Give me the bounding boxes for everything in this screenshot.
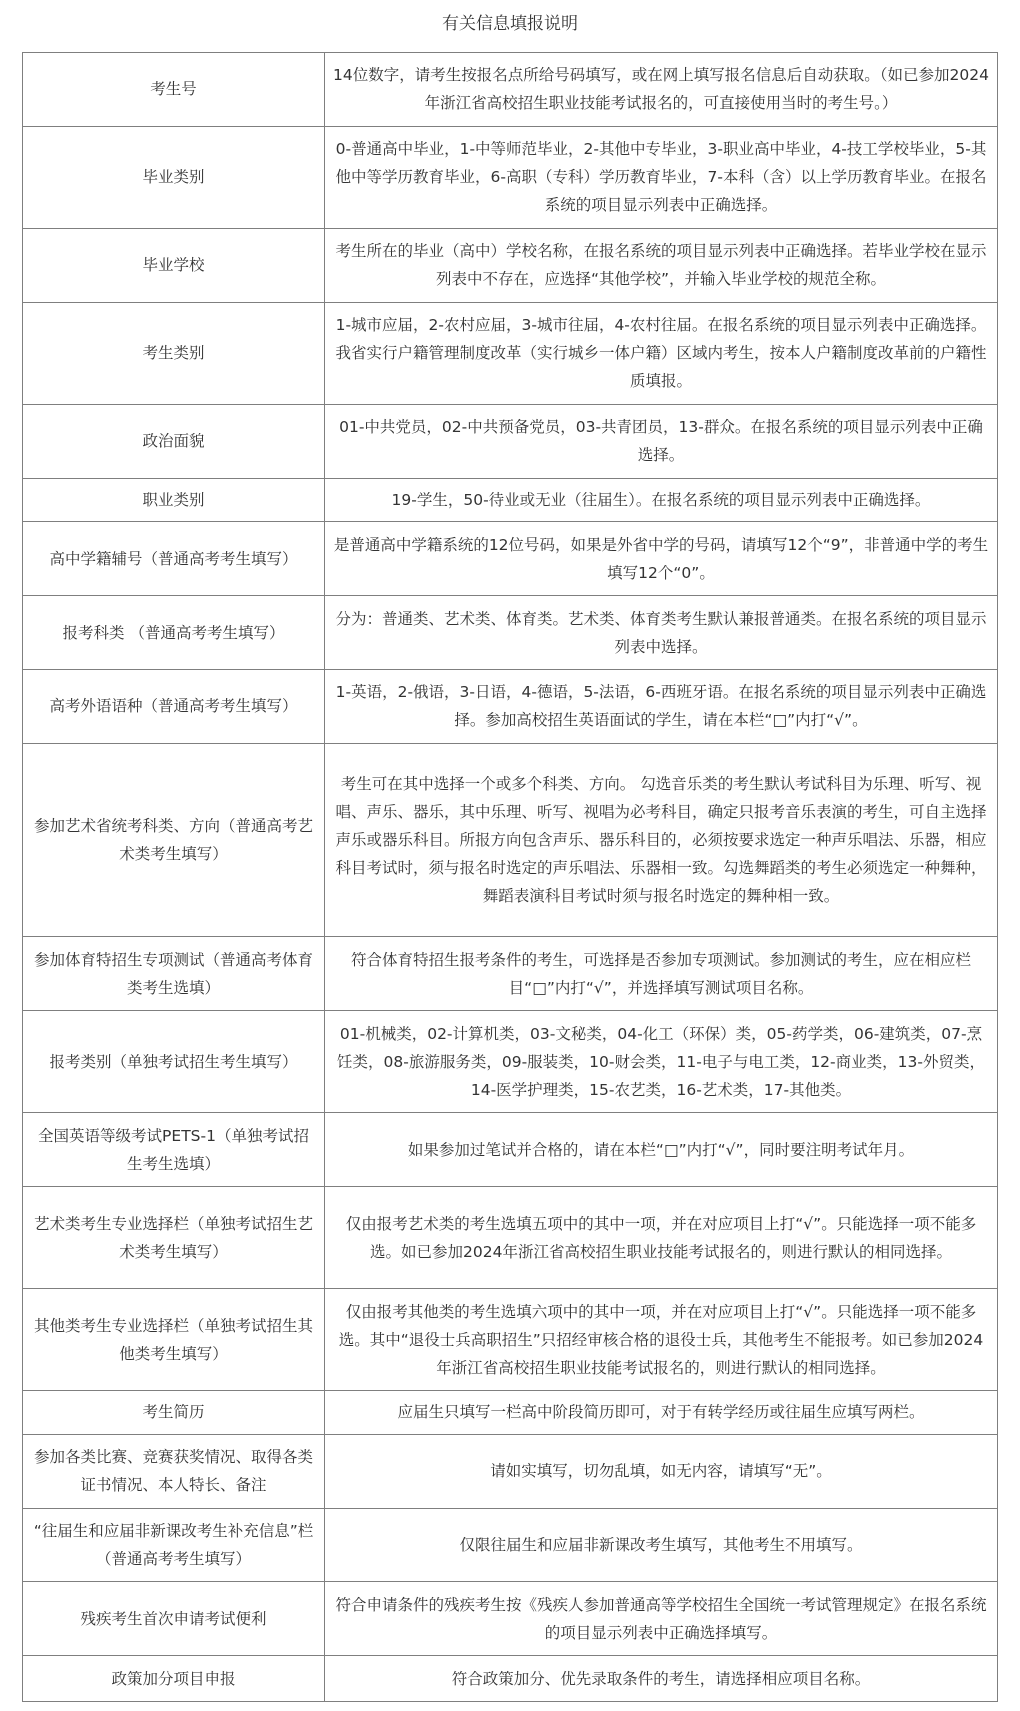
- field-name-cell: 毕业类别: [23, 126, 325, 228]
- field-description-cell: 如果参加过笔试并合格的，请在本栏“□”内打“√”，同时要注明考试年月。: [325, 1113, 998, 1187]
- field-name-cell: 考生简历: [23, 1391, 325, 1434]
- field-name-cell: 高中学籍辅号（普通高考考生填写）: [23, 522, 325, 596]
- table-row: [23, 596, 998, 670]
- field-name-cell: 毕业学校: [23, 228, 325, 302]
- field-name-cell: 残疾考生首次申请考试便利: [23, 1582, 325, 1656]
- field-name-cell: 政治面貌: [23, 404, 325, 478]
- table-row: [23, 1434, 998, 1508]
- field-name-cell: 参加体育特招生专项测试（普通高考体育类考生选填）: [23, 937, 325, 1011]
- field-name-cell: 全国英语等级考试PETS-1（单独考试招生考生选填）: [23, 1113, 325, 1187]
- field-name-cell: 考生号: [23, 53, 325, 127]
- field-name-cell: 其他类考生专业选择栏（单独考试招生其他类考生填写）: [23, 1289, 325, 1391]
- table-row: [23, 53, 998, 127]
- table-row: [23, 126, 998, 228]
- field-description-cell: 01-中共党员，02-中共预备党员，03-共青团员，13-群众。在报名系统的项目显示列表中正确选择。: [325, 404, 998, 478]
- table-row: [23, 1187, 998, 1289]
- table-row: [23, 1656, 998, 1702]
- field-name-cell: 政策加分项目申报: [23, 1656, 325, 1702]
- field-name-cell: 高考外语语种（普通高考考生填写）: [23, 669, 325, 743]
- field-description-cell: 仅由报考其他类的考生选填六项中的其中一项，并在对应项目上打“√”。只能选择一项不能多选。其中“退役士兵高职招生”只招经审核合格的退役士兵，其他考生不能报考。如已参加2024年浙江省高校招生职业技能考试报名的，则进行默认的相同选择。: [325, 1289, 998, 1391]
- field-description-cell: 符合体育特招生报考条件的考生，可选择是否参加专项测试。参加测试的考生，应在相应栏目“□”内打“√”，并选择填写测试项目名称。: [325, 937, 998, 1011]
- field-description-cell: 应届生只填写一栏高中阶段简历即可，对于有转学经历或往届生应填写两栏。: [325, 1391, 998, 1434]
- table-row: [23, 522, 998, 596]
- field-description-cell: 分为：普通类、艺术类、体育类。艺术类、体育类考生默认兼报普通类。在报名系统的项目显示列表中选择。: [325, 596, 998, 670]
- field-description-cell: 考生可在其中选择一个或多个科类、方向。 勾选音乐类的考生默认考试科目为乐理、听写、视唱、声乐、器乐，其中乐理、听写、视唱为必考科目，确定只报考音乐表演的考生，可自主选择声乐或器乐科目。所报方向包含声乐、器乐科目的，必须按要求选定一种声乐唱法、乐器，相应科目考试时，须与报名时选定的声乐唱法、乐器相一致。勾选舞蹈类的考生必须选定一种舞种，舞蹈表演科目考试时须与报名时选定的舞种相一致。: [325, 743, 998, 936]
- field-name-cell: 艺术类考生专业选择栏（单独考试招生艺术类考生填写）: [23, 1187, 325, 1289]
- page-title: 有关信息填报说明: [442, 14, 578, 34]
- table-row: [23, 302, 998, 404]
- field-description-cell: 符合政策加分、优先录取条件的考生，请选择相应项目名称。: [325, 1656, 998, 1702]
- table-row: [23, 743, 998, 936]
- field-description-cell: 请如实填写，切勿乱填，如无内容，请填写“无”。: [325, 1434, 998, 1508]
- field-description-cell: 1-城市应届，2-农村应届，3-城市往届，4-农村往届。在报名系统的项目显示列表中正确选择。我省实行户籍管理制度改革（实行城乡一体户籍）区域内考生，按本人户籍制度改革前的户籍性质填报。: [325, 302, 998, 404]
- table-row: [23, 1011, 998, 1113]
- field-description-cell: 仅限往届生和应届非新课改考生填写，其他考生不用填写。: [325, 1508, 998, 1582]
- table-row: [23, 1582, 998, 1656]
- field-name-cell: 参加艺术省统考科类、方向（普通高考艺术类考生填写）: [23, 743, 325, 936]
- table-row: [23, 404, 998, 478]
- table-row: [23, 669, 998, 743]
- field-name-cell: 考生类别: [23, 302, 325, 404]
- field-name-cell: 报考类别（单独考试招生考生填写）: [23, 1011, 325, 1113]
- table-row: [23, 478, 998, 521]
- table-row: [23, 1113, 998, 1187]
- info-table: [22, 52, 998, 1702]
- table-row: [23, 1289, 998, 1391]
- field-description-cell: 仅由报考艺术类的考生选填五项中的其中一项，并在对应项目上打“√”。只能选择一项不能多选。如已参加2024年浙江省高校招生职业技能考试报名的，则进行默认的相同选择。: [325, 1187, 998, 1289]
- field-name-cell: “往届生和应届非新课改考生补充信息”栏 （普通高考考生填写）: [23, 1508, 325, 1582]
- table-row: [23, 1391, 998, 1434]
- field-name-cell: 参加各类比赛、竞赛获奖情况、取得各类证书情况、本人特长、备注: [23, 1434, 325, 1508]
- field-description-cell: 19-学生，50-待业或无业（往届生）。在报名系统的项目显示列表中正确选择。: [325, 478, 998, 521]
- field-description-cell: 是普通高中学籍系统的12位号码，如果是外省中学的号码，请填写12个“9”，非普通中学的考生填写12个“0”。: [325, 522, 998, 596]
- field-description-cell: 0-普通高中毕业，1-中等师范毕业，2-其他中专毕业，3-职业高中毕业，4-技工学校毕业，5-其他中等学历教育毕业，6-高职（专科）学历教育毕业，7-本科（含）以上学历教育毕业。在报名系统的项目显示列表中正确选择。: [325, 126, 998, 228]
- field-description-cell: 1-英语，2-俄语，3-日语，4-德语，5-法语，6-西班牙语。在报名系统的项目显示列表中正确选择。参加高校招生英语面试的学生，请在本栏“□”内打“√”。: [325, 669, 998, 743]
- field-description-cell: 符合申请条件的残疾考生按《残疾人参加普通高等学校招生全国统一考试管理规定》在报名系统的项目显示列表中正确选择填写。: [325, 1582, 998, 1656]
- field-name-cell: 职业类别: [23, 478, 325, 521]
- field-description-cell: 考生所在的毕业（高中）学校名称，在报名系统的项目显示列表中正确选择。若毕业学校在显示列表中不存在，应选择“其他学校”，并输入毕业学校的规范全称。: [325, 228, 998, 302]
- field-name-cell: 报考科类 （普通高考考生填写）: [23, 596, 325, 670]
- field-description-cell: 01-机械类，02-计算机类，03-文秘类，04-化工（环保）类，05-药学类，06-建筑类，07-烹饪类，08-旅游服务类，09-服装类，10-财会类，11-电子与电工类，12-商业类，13-外贸类，14-医学护理类，15-农艺类，16-艺术类，17-其他类。: [325, 1011, 998, 1113]
- table-row: [23, 228, 998, 302]
- table-row: [23, 937, 998, 1011]
- field-description-cell: 14位数字，请考生按报名点所给号码填写，或在网上填写报名信息后自动获取。（如已参加2024年浙江省高校招生职业技能考试报名的，可直接使用当时的考生号。）: [325, 53, 998, 127]
- table-row: [23, 1508, 998, 1582]
